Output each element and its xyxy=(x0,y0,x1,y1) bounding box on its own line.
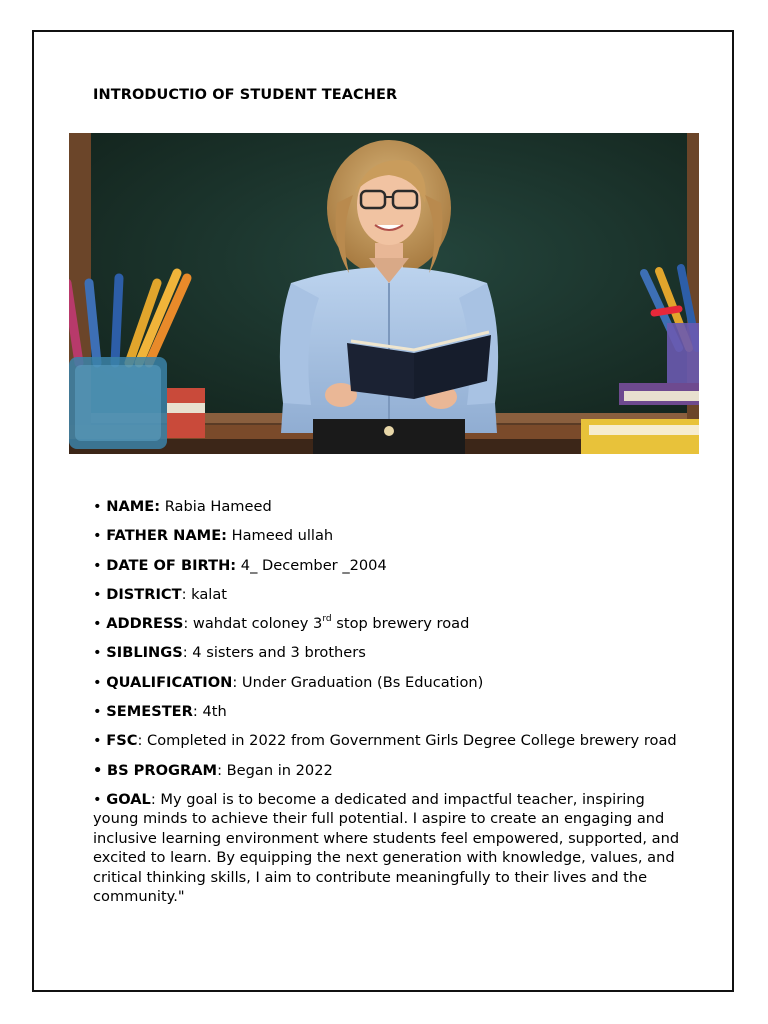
field-bs-program xyxy=(93,761,683,781)
field-label: FATHER NAME: xyxy=(106,527,227,545)
field-label: QUALIFICATION xyxy=(106,673,233,691)
field-name xyxy=(93,497,683,517)
bullet: • xyxy=(93,556,102,574)
field-value: : 4th xyxy=(192,703,227,721)
document-title: INTRODUCTIO OF STUDENT TEACHER xyxy=(93,87,398,103)
bullet: • xyxy=(93,644,102,662)
field-label: ADDRESS xyxy=(106,615,184,633)
field-fsc xyxy=(93,731,683,751)
bullet: • xyxy=(93,673,102,691)
field-father-name xyxy=(93,526,683,546)
field-goal xyxy=(93,790,683,907)
bullet: • xyxy=(93,585,102,603)
ordinal-suffix: rd xyxy=(322,614,332,625)
student-info-list xyxy=(93,497,683,917)
field-address xyxy=(93,614,683,634)
teacher-photo xyxy=(69,133,699,454)
field-value: : Under Graduation (Bs Education) xyxy=(232,673,484,691)
field-value: : 4 sisters and 3 brothers xyxy=(182,644,366,662)
field-label: FSC xyxy=(106,732,138,750)
field-siblings xyxy=(93,643,683,663)
field-value: : kalat xyxy=(181,585,228,603)
bullet: • xyxy=(93,527,102,545)
bullet: • xyxy=(93,790,102,808)
field-label: BS PROGRAM xyxy=(106,761,218,779)
field-value: Hameed ullah xyxy=(227,527,334,545)
bullet: • xyxy=(93,498,102,515)
field-label: DATE OF BIRTH: xyxy=(106,556,237,574)
field-value: : My goal is to become a dedicated and impactful teacher, inspiring young minds to achieve their full potential. I aspire to create an engaging and inclusive learning environment where students feel empowered, supported, and excited to learn. By equipping the next generation with knowledge, values, and critical thinking skills, I aim to contribute meaningfully to their lives and the community." xyxy=(93,790,680,906)
field-label: SIBLINGS xyxy=(106,644,183,662)
field-district xyxy=(93,585,683,605)
field-label: SEMESTER xyxy=(106,703,193,721)
field-value: : wahdat coloney 3 xyxy=(183,615,323,633)
bullet: • xyxy=(93,615,102,633)
field-value: : Began in 2022 xyxy=(217,761,333,779)
field-label: NAME: xyxy=(106,498,161,515)
bullet: • xyxy=(93,703,102,721)
field-qualification xyxy=(93,673,683,693)
field-date-of-birth xyxy=(93,556,683,576)
bullet: • xyxy=(93,761,103,779)
field-label: GOAL xyxy=(106,790,151,808)
field-value: : Completed in 2022 from Government Girls Degree College brewery road xyxy=(137,732,677,750)
field-value: Rabia Hameed xyxy=(160,498,272,515)
field-label: DISTRICT xyxy=(106,585,182,603)
field-value-rest: stop brewery road xyxy=(331,615,470,633)
bullet: • xyxy=(93,732,102,750)
field-semester xyxy=(93,702,683,722)
field-value: 4_ December _2004 xyxy=(236,556,387,574)
